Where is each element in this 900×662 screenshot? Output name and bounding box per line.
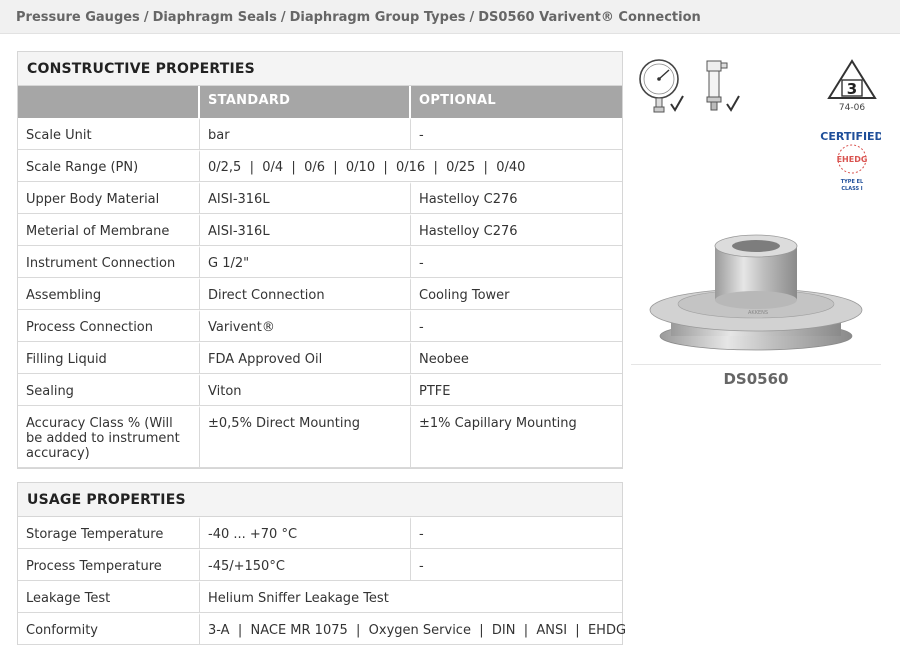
breadcrumb-pressure-gauges[interactable]: Pressure Gauges	[16, 10, 140, 25]
row-optional: -	[411, 517, 622, 549]
3a-sanitary-badge	[829, 61, 875, 113]
row-standard: ±0,5% Direct Mounting	[200, 406, 411, 468]
badge-3a-code: 74-06	[838, 103, 866, 113]
row-label: Filling Liquid	[18, 342, 200, 374]
row-optional: ±1% Capillary Mounting	[411, 406, 622, 468]
row-optional: -	[411, 549, 622, 581]
row-label: Scale Unit	[18, 118, 200, 150]
badge-certified-text: CERTIFIED	[820, 130, 881, 143]
product-image-panel	[631, 52, 881, 365]
table-row	[18, 581, 622, 613]
row-label: Process Connection	[18, 310, 200, 342]
table-header-row	[18, 86, 622, 118]
diaphragm-seal-product-image	[650, 235, 862, 350]
row-label: Process Temperature	[18, 549, 200, 581]
table-row	[18, 278, 622, 310]
breadcrumb-diaphragm-group-types[interactable]: Diaphragm Group Types	[289, 10, 466, 25]
breadcrumb-separator: /	[469, 10, 475, 25]
badge-ehedg-text: EHEDG	[836, 155, 868, 164]
badge-type-text: TYPE EL	[840, 179, 864, 185]
row-standard: 0/2,5 | 0/4 | 0/6 | 0/10 | 0/16 | 0/25 | 0/40	[200, 150, 622, 182]
row-label: Sealing	[18, 374, 200, 406]
badge-class-text: CLASS I	[841, 186, 863, 192]
ehedg-certified-badge	[820, 130, 881, 192]
table-row	[18, 342, 622, 374]
constructive-properties-panel	[17, 51, 623, 469]
usage-properties-table	[18, 517, 627, 645]
table-row	[18, 182, 622, 214]
breadcrumb-current: DS0560 Varivent® Connection	[478, 10, 701, 25]
header-standard: STANDARD	[200, 86, 411, 118]
table-row	[18, 517, 622, 549]
row-label: Accuracy Class % (Will be added to instrument accuracy)	[18, 406, 200, 468]
row-label: Conformity	[18, 613, 200, 645]
header-blank	[18, 86, 200, 118]
pressure-transmitter-icon	[707, 61, 727, 110]
table-row	[18, 246, 622, 278]
breadcrumb	[0, 0, 900, 34]
table-row	[18, 406, 622, 468]
row-standard: Varivent®	[200, 310, 411, 342]
usage-properties-panel	[17, 482, 627, 645]
badge-3a-number: 3	[846, 80, 858, 98]
table-row	[18, 613, 622, 645]
product-illustration	[631, 52, 881, 365]
row-label: Leakage Test	[18, 581, 200, 613]
header-optional: OPTIONAL	[411, 86, 622, 118]
row-label: Assembling	[18, 278, 200, 310]
row-optional: Hastelloy C276	[411, 214, 622, 246]
table-row	[18, 310, 622, 342]
checkmark-icon	[727, 96, 739, 110]
row-label: Scale Range (PN)	[18, 150, 200, 182]
row-optional: Neobee	[411, 342, 622, 374]
row-standard: AISI-316L	[200, 214, 411, 246]
breadcrumb-diaphragm-seals[interactable]: Diaphragm Seals	[152, 10, 277, 25]
row-standard: bar	[200, 118, 411, 150]
row-standard: -40 ... +70 °C	[200, 517, 411, 549]
product-engraving: AKKENS	[748, 310, 769, 316]
row-optional: -	[411, 118, 622, 150]
row-standard: Helium Sniffer Leakage Test	[200, 581, 622, 613]
breadcrumb-separator: /	[143, 10, 149, 25]
checkmark-icon	[671, 96, 683, 110]
usage-properties-title: USAGE PROPERTIES	[18, 483, 622, 517]
row-optional: -	[411, 246, 622, 278]
row-optional: -	[411, 310, 622, 342]
row-standard: Viton	[200, 374, 411, 406]
constructive-properties-table	[18, 86, 622, 468]
row-standard: 3-A | NACE MR 1075 | Oxygen Service | DIN | ANSI | EHDG	[200, 613, 622, 645]
table-row	[18, 549, 622, 581]
row-standard: Direct Connection	[200, 278, 411, 310]
row-standard: -45/+150°C	[200, 549, 411, 581]
row-optional: Hastelloy C276	[411, 182, 622, 214]
table-row	[18, 150, 622, 182]
table-row	[18, 214, 622, 246]
row-label: Instrument Connection	[18, 246, 200, 278]
table-row	[18, 118, 622, 150]
constructive-properties-title: CONSTRUCTIVE PROPERTIES	[18, 52, 622, 86]
row-label: Meterial of Membrane	[18, 214, 200, 246]
row-optional: Cooling Tower	[411, 278, 622, 310]
table-row	[18, 374, 622, 406]
row-standard: G 1/2"	[200, 246, 411, 278]
row-label: Upper Body Material	[18, 182, 200, 214]
model-caption: DS0560	[723, 370, 789, 388]
row-optional: PTFE	[411, 374, 622, 406]
row-label: Storage Temperature	[18, 517, 200, 549]
row-standard: FDA Approved Oil	[200, 342, 411, 374]
breadcrumb-separator: /	[280, 10, 286, 25]
row-standard: AISI-316L	[200, 182, 411, 214]
